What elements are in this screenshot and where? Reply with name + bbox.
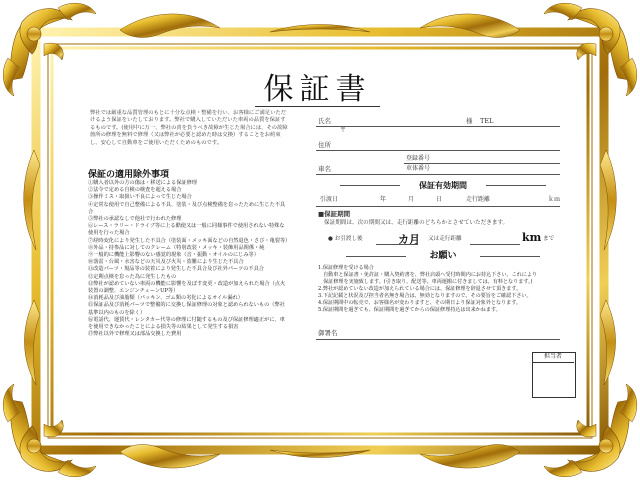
exclusions-heading: 保証の適用除外事項 (88, 170, 170, 180)
title-underline (255, 106, 380, 107)
list-item: ⑦経時変化により発生した不具合（塗装面・メッキ面などの自然退色・さび・亀裂等） (88, 237, 291, 244)
list-item: 2.弊社が認めていない改造が加えられている場合には、保証修理を辞退させて頂きます。 (318, 286, 522, 292)
list-item: ⑮保証品及び消耗パーツで整備的に交換し保証修理の対象と認められないもの（弊社基準以内のものを除く） (88, 302, 285, 316)
car-name-line (316, 174, 560, 175)
list-item: ⑰弊社以外で修理又は部品交換した費用 (88, 331, 182, 338)
staff-label: 担当者 (532, 352, 574, 363)
list-item: 自動車と保証書・免許証・購入契約書を、弊社店頭へ受付時間内にお持込下さい。これにより (318, 272, 538, 278)
reg-no-label: 登録番号 (406, 155, 431, 162)
list-item: ⑯電話代、運賃代・レンタカー代等の修理に付随するもの及び保証修理適正がに、車を使用できなかったことによる損失等の結果として発生する損害 (88, 316, 285, 331)
mileage-label: 走行距離 (466, 196, 491, 203)
document-title: 保証書 (263, 72, 372, 107)
list-item: ⑧外品・持参品に対してのクレーム（特別改装・メッキ・装飾用品関係・純 (88, 244, 265, 251)
period-heading: 保証有効期間 (402, 180, 484, 190)
reg-no-line (404, 163, 560, 164)
day-label: 日 (436, 196, 443, 203)
postal-mark: 〒 (340, 127, 347, 134)
month-blank-line (376, 244, 418, 245)
after-delivery-label: ● お引渡し後 (328, 236, 363, 242)
list-item: ⑥レース・ラリー・ドライブ等に上る酷使又は一般に同様事件で使用されない特殊な使用を行った場合 (88, 223, 285, 237)
car-name-label: 車名 (318, 165, 331, 173)
sama-label: 様 (466, 117, 473, 125)
list-item: ⑩落雷・台風・水害などの天災及び火災・盗難により生じた不具合 (88, 259, 244, 266)
list-item: 4.保証期間中の転売で、お客様名が変わりますと、その期日より保証対象外となります。 (318, 300, 522, 306)
km-blank-line (470, 244, 520, 245)
year-label: 年 (380, 196, 387, 203)
until-label: まで (543, 236, 555, 242)
month-unit: カ月 (398, 233, 420, 246)
signature-line (316, 339, 560, 340)
list-item: ⑤弊社の承認なしで他社で行われた修理 (88, 216, 182, 223)
month-label: 月 (408, 196, 415, 203)
km-label: ｋｍ (548, 196, 561, 203)
list-item: ②法令で定める自検の検査を超える場合 (88, 187, 182, 194)
address-label: 住所 (318, 141, 331, 149)
address-line (316, 150, 560, 151)
chassis-no-label: 車体番号 (406, 165, 431, 172)
delivery-date-label: 引渡日 (320, 196, 339, 203)
period-line (316, 206, 560, 207)
list-item: 保証修理を実施致します。(引き取り、配送等、車両運搬に付きましては、有料となります。) (318, 279, 533, 285)
list-item: ①購入者以外の方の傷は・移送による保証修理 (88, 180, 197, 186)
list-item: 1.保証修理を受ける場合 (318, 265, 374, 271)
list-item: ⑨一般的に機能上影響のない感覚的現象（音・振動・オイルのにじみ等） (88, 252, 259, 259)
list-item: 3.下記記載と状況及び担当者名無き場合は、無効となりますので、その要旨をご確認下さい。 (318, 293, 532, 299)
signature-label: 御署名 (318, 329, 338, 337)
list-item: ⑪改造パーツ・規品等の装着により発生した不具合及び社外パーツの不具合 (88, 266, 264, 273)
list-item: ⑬弊社が認めていない車両の機能に影響を及ぼす変更・改造が加えられた場合（点火装置の調整、エンジンチューンUP等） (88, 280, 286, 295)
list-item: ④定常な使用で自己整備による不具、塗装・及び点検整備を怠ったために生じた不具合 (88, 201, 286, 215)
exclusions-list (88, 180, 291, 338)
or-mileage-label: 又は走行距離 (428, 236, 462, 242)
request-notes (318, 265, 537, 314)
list-item: ③操作ミス・取扱い不良によって生じた場合 (88, 194, 192, 201)
warranty-period-desc: 保証期間は、次の期間又は、走行距離のどちらかとさせていただきます。 (324, 220, 509, 226)
request-heading: お願い (408, 251, 478, 261)
tel-label: TEL (480, 117, 494, 125)
warranty-period-title: ■保証期間 (318, 210, 351, 218)
list-item: ⑫定期点検を怠った為に発生したもの (88, 273, 177, 280)
list-item: 5.保証期間を過ぎても、保証期間を過ぎてからの保証修理持込は出来かねます。 (318, 307, 501, 313)
km-unit: km (522, 231, 542, 244)
name-line (316, 126, 560, 127)
name-label: 氏名 (318, 117, 331, 125)
list-item: ⑭消耗品及び油脂類（パッキン、ゴム類の劣化によるオイル漏れ） (88, 295, 243, 302)
intro-paragraph: 弊社では厳重な品質管理のもとに十分な点検・整備を行い、お客様にご満足いただけるよう保証をいたしております。弊社で購入していただいた車両の品質を保証するものです。(使用中に万一、弊社の責を負うべき故障が生じた場合には、その故障箇所の修理を無料で修理（又は弊社が必要と認めた時は交換）することをお約束し、安心して自動車をご使用いただくためのものです。 (90, 110, 288, 146)
